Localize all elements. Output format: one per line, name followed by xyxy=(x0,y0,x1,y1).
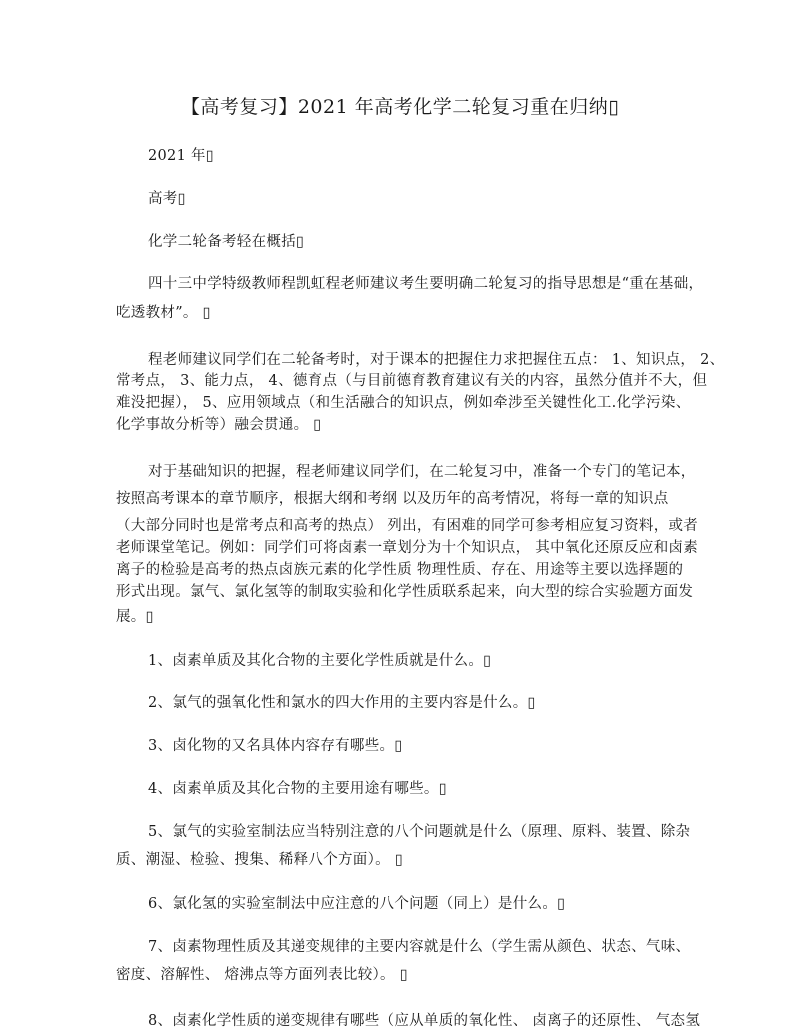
list-item-5-line-2: 质、潮湿、检验、搜集、稀释八个方面）。 ▯ xyxy=(116,852,404,868)
list-item-7-line-1: 7、卤素物理性质及其递变规律的主要内容就是什么（学生需从颜色、状态、气味、 xyxy=(148,939,691,955)
category-line: 高考▯ xyxy=(148,191,186,207)
paragraph-2-line-1: 程老师建议同学们在二轮备考时，对于课本的把握住力求把握住五点： 1、知识点， 2、 xyxy=(148,352,725,368)
list-item-1: 1、卤素单质及其化合物的主要化学性质就是什么。▯ xyxy=(148,653,492,669)
paragraph-3-line-5: 离子的检验是高考的热点卤族元素的化学性质 物理性质、存在、用途等主要以选择题的 xyxy=(116,562,684,578)
list-item-3: 3、卤化物的又名具体内容存有哪些。▯ xyxy=(148,738,403,754)
paragraph-3-line-3: （大部分同时也是常考点和高考的热点） 列出，有困难的同学可参考相应复习资料，或者 xyxy=(116,518,699,534)
paragraph-3-line-2: 按照高考课本的章节顺序，根据大纲和考纲 以及历年的高考情况，将每一章的知识点 xyxy=(116,491,669,507)
paragraph-1-line-1: 四十三中学特级教师程凯虹程老师建议考生要明确二轮复习的指导思想是“重在基础， xyxy=(148,276,704,292)
list-item-7-line-2: 密度、溶解性、 熔沸点等方面列表比较）。 ▯ xyxy=(116,967,409,983)
paragraph-3-line-7: 展。▯ xyxy=(116,609,154,625)
paragraph-1-line-2: 吃透教材”。 ▯ xyxy=(116,305,211,321)
list-item-6: 6、氯化氢的实验室制法中应注意的八个问题（同上）是什么。▯ xyxy=(148,896,566,912)
date-line: 2021 年▯ xyxy=(148,148,215,164)
list-item-5-line-1: 5、氯气的实验室制法应当特别注意的八个问题就是什么（原理、原料、装置、除杂 xyxy=(148,824,691,840)
list-item-8-line-1: 8、卤素化学性质的递变规律有哪些（应从单质的氧化性、 卤离子的还原性、 气态氢 xyxy=(148,1013,701,1029)
paragraph-3-line-1: 对于基础知识的把握，程老师建议同学们，在二轮复习中，准备一个专门的笔记本， xyxy=(148,464,696,480)
paragraph-3-line-6: 形式出现。氯气、氯化氢等的制取实验和化学性质联系起来，向大型的综合实验题方面发 xyxy=(116,584,694,600)
list-item-4: 4、卤素单质及其化合物的主要用途有哪些。▯ xyxy=(148,781,448,797)
paragraph-2-line-2: 常考点， 3、能力点， 4、德育点（与目前德育教育建议有关的内容，虽然分值并不大，但 xyxy=(116,373,708,389)
paragraph-3-line-4: 老师课堂笔记。例如：同学们可将卤素一章划分为十个知识点， 其中氧化还原反应和卤素 xyxy=(116,540,699,556)
subtitle-line: 化学二轮备考轻在概括▯ xyxy=(148,234,305,250)
list-item-2: 2、氯气的强氧化性和氯水的四大作用的主要内容是什么。▯ xyxy=(148,695,536,711)
paragraph-2-line-3: 难没把握）， 5、应用领域点（和生活融合的知识点，例如牵涉至关键性化工.化学污染、 xyxy=(116,395,691,411)
paragraph-2-line-4: 化学事故分析等）融会贯通。 ▯ xyxy=(116,417,322,433)
document-title: 【高考复习】2021 年高考化学二轮复习重在归纳▯ xyxy=(180,96,620,118)
